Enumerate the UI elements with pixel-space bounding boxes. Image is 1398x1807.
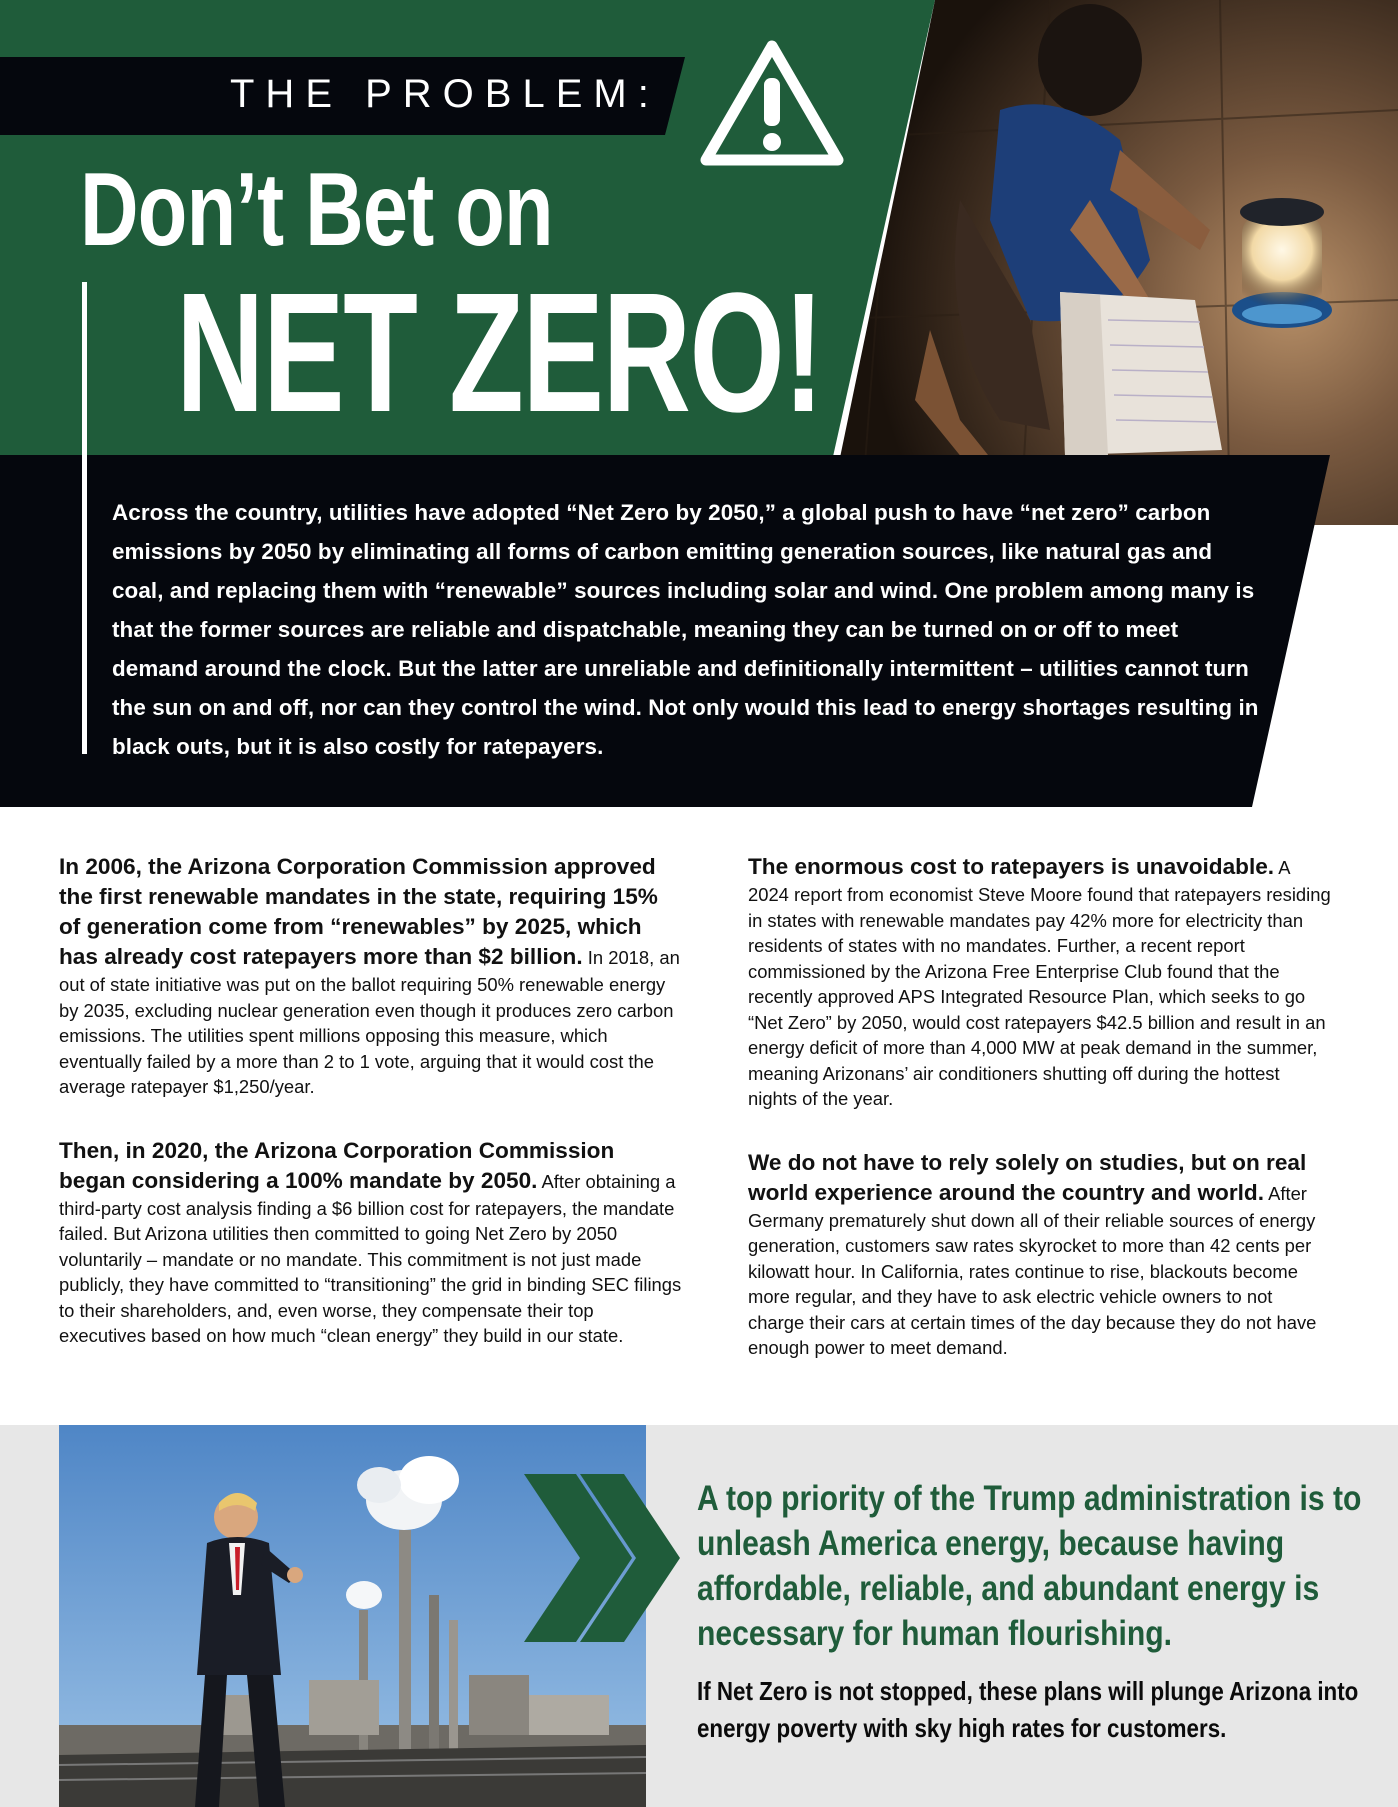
- paragraph-body: After Germany prematurely shut down all of their reliable sources of energy generation, customers saw rates skyrocket to more than 42 cents per kilowatt hour. In California, rates continue to rise, blackouts become more regular, and they have to ask electric vehicle owners to not charge their cars at certain times of the day because they do not have enough power to meet demand.: [748, 1182, 1317, 1358]
- right-paragraph-1: [748, 852, 1333, 1112]
- left-paragraph-1: [59, 852, 684, 1100]
- paragraph-body: After obtaining a third-party cost analysis finding a $6 billion cost for ratepayers, the mandate failed. But Arizona utilities then committed to going Net Zero by 2050 voluntarily – mandate or no mandate. This commitment is not just made publicly, they have committed to “transitioning” the grid in binding SEC filings to their shareholders, and, even worse, they compensate their top executives based on how much “clean energy” they build in our state.: [59, 1170, 682, 1346]
- callout-headline: A top priority of the Trump administration is to unleash America energy, because having affordable, reliable, and abundant energy is necessary for human flourishing.: [697, 1479, 1362, 1653]
- problem-kicker: THE PROBLEM:: [230, 72, 660, 116]
- left-paragraph-2: [59, 1136, 684, 1349]
- left-column: [59, 852, 684, 1385]
- paragraph-lead: In 2006, the Arizona Corporation Commission approved the first renewable mandates in the state, requiring 15% of generation come from “renewables” by 2025, which has already cost ratepayers more than $2 billion.: [59, 854, 658, 969]
- right-paragraph-2: [748, 1148, 1333, 1361]
- warning-triangle-icon: [698, 36, 846, 170]
- paragraph-lead: We do not have to rely solely on studies, but on real world experience around the country and world.: [748, 1149, 1307, 1205]
- paragraph-lead: Then, in 2020, the Arizona Corporation Commission began considering a 100% mandate by 2050.: [59, 1137, 615, 1193]
- page-title-line2: NET ZERO!: [176, 258, 823, 448]
- callout-subline: If Net Zero is not stopped, these plans will plunge Arizona into energy poverty with sky high rates for customers.: [697, 1676, 1359, 1743]
- paragraph-body: A 2024 report from economist Steve Moore found that ratepayers residing in states with renewable mandates pay 42% more for electricity than residents of states with no mandates. Further, a recent report commissioned by the Arizona Free Enterprise Club found that the recently approved APS Integrated Resource Plan, which seeks to go “Net Zero” by 2050, would cost ratepayers $42.5 billion and result in an energy deficit of more than 4,000 MW at peak demand in the summer, meaning Arizonans’ air conditioners shutting off during the hottest nights of the year.: [748, 857, 1331, 1109]
- double-chevron-right-icon: [520, 1474, 680, 1642]
- right-column: [748, 852, 1333, 1397]
- page-title-line1: Don’t Bet on: [80, 152, 553, 268]
- paragraph-body: In 2018, an out of state initiative was put on the ballot requiring 50% renewable energy by 2035, excluding nuclear generation even though it produces zero carbon emissions. The utilities spent millions opposing this measure, which eventually failed by a more than 2 to 1 vote, arguing that it would cost the average ratepayer $1,250/year.: [59, 947, 680, 1097]
- intro-paragraph: Across the country, utilities have adopted “Net Zero by 2050,” a global push to have “net zero” carbon emissions by 2050 by eliminating all forms of carbon emitting generation sources, like natural gas and coal, and replacing them with “renewable” sources including solar and wind. One problem among many is that the former sources are reliable and dispatchable, meaning they can be turned on or off to meet demand around the clock. But the latter are unreliable and definitionally intermittent – utilities cannot turn the sun on and off, nor can they control the wind. Not only would this lead to energy shortages resulting in black outs, but it is also costly for ratepayers.: [112, 500, 1259, 759]
- accent-divider: [82, 282, 87, 754]
- paragraph-lead: The enormous cost to ratepayers is unavoidable.: [748, 854, 1275, 879]
